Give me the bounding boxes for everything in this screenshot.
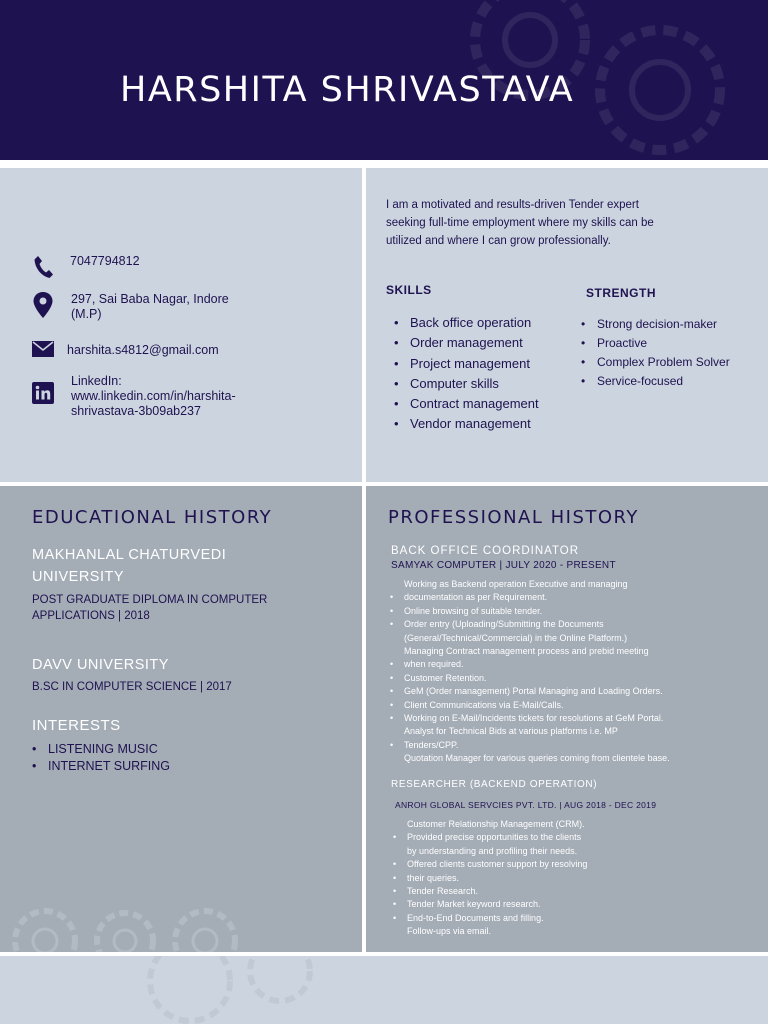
list-item: by understanding and profiling their needs.: [407, 845, 578, 856]
candidate-name: HARSHITA SHRIVASTAVA: [120, 70, 575, 110]
list-item: • INTERNET SURFING: [32, 758, 170, 775]
address-line-2: (M.P): [71, 307, 102, 321]
phone-number[interactable]: 7047794812: [70, 254, 140, 268]
linkedin-icon: [30, 380, 56, 406]
list-item: • Service-focused: [581, 372, 730, 391]
footer-strip: [0, 956, 768, 1024]
skills-heading: SKILLS: [386, 283, 432, 297]
list-item: Working as Backend operation Executive and managing: [404, 579, 628, 589]
mail-icon: [30, 336, 56, 362]
list-item: • Vendor management: [394, 414, 539, 434]
header-banner: [0, 0, 768, 160]
list-item: Analyst for Technical Bids at various platforms i.e. MP: [404, 726, 618, 737]
list-item: • Order entry (Uploading/Submitting the Documents: [390, 618, 762, 631]
phone-icon: [30, 254, 56, 280]
list-item: (General/Technical/Commercial) in the Online Platform.): [404, 632, 628, 643]
list-item: • Provided precise opportunities to the clients: [393, 831, 765, 844]
objective-summary: I am a motivated and results-driven Tender expert seeking full-time employment where my skills can be utilized and where I can grow professionally.: [386, 199, 654, 247]
contact-phone: [30, 254, 350, 280]
list-item: • when required.: [390, 658, 762, 671]
list-item: • Contract management: [394, 394, 539, 414]
list-item: • GeM (Order management) Portal Managing and Loading Orders.: [390, 685, 762, 698]
job-1-title: BACK OFFICE COORDINATOR: [391, 545, 580, 557]
list-item: • Proactive: [581, 334, 730, 353]
list-item: • Online browsing of suitable tender.: [390, 605, 762, 618]
list-item: • Back office operation: [394, 313, 539, 333]
linkedin-url-line-2[interactable]: shrivastava-3b09ab237: [71, 404, 201, 418]
list-item: Follow-ups via email.: [407, 926, 492, 937]
list-item: • Project management: [394, 354, 539, 374]
list-item: • Customer Retention.: [390, 672, 762, 685]
list-item: • Offered clients customer support by resolving: [393, 858, 765, 871]
location-pin-icon: [30, 292, 56, 318]
linkedin-url-line-1[interactable]: www.linkedin.com/in/harshita-: [71, 389, 236, 403]
job-1-duties: [390, 578, 762, 766]
job-2-duties: [393, 818, 765, 939]
list-item: • Complex Problem Solver: [581, 353, 730, 372]
list-item: • Working on E-Mail/Incidents tickets for resolutions at GeM Portal.: [390, 712, 762, 725]
list-item: Customer Relationship Management (CRM).: [407, 819, 585, 829]
linkedin-label: LinkedIn:: [71, 374, 122, 388]
list-item: Managing Contract management process and prebid meeting: [404, 646, 649, 657]
university-1: MAKHANLAL CHATURVEDI UNIVERSITY: [32, 547, 227, 585]
contact-email: [30, 336, 350, 362]
list-item: • Order management: [394, 333, 539, 353]
list-item: • Computer skills: [394, 374, 539, 394]
contact-address: [30, 292, 350, 322]
summary-panel: [366, 168, 768, 482]
list-item: • documentation as per Requirement.: [390, 591, 762, 604]
list-item: • their queries.: [393, 872, 765, 885]
email-address[interactable]: harshita.s4812@gmail.com: [67, 343, 219, 357]
skills-list: [394, 313, 539, 435]
degree-1: POST GRADUATE DIPLOMA IN COMPUTER APPLICATIONS | 2018: [32, 594, 268, 622]
list-item: • End-to-End Documents and filling.: [393, 912, 765, 925]
job-1-meta: SAMYAK COMPUTER | JULY 2020 - PRESENT: [391, 560, 616, 571]
professional-panel: [366, 486, 768, 952]
gear-pattern-decoration: [0, 901, 290, 952]
address-line-1: 297, Sai Baba Nagar, Indore: [71, 292, 229, 306]
university-2: DAVV UNIVERSITY: [32, 657, 169, 673]
education-heading: EDUCATIONAL HISTORY: [32, 507, 273, 528]
interests-list: [32, 741, 170, 775]
professional-heading: PROFESSIONAL HISTORY: [388, 507, 639, 528]
degree-2: B.SC IN COMPUTER SCIENCE | 2017: [32, 681, 232, 693]
gear-pattern-decoration: [130, 956, 330, 1024]
list-item: Quotation Manager for various queries coming from clientele base.: [404, 753, 670, 764]
contact-panel: [0, 168, 362, 482]
list-item: • Client Communications via E-Mail/Calls.: [390, 699, 762, 712]
strength-heading: STRENGTH: [586, 286, 656, 300]
strength-list: [581, 315, 730, 391]
list-item: • LISTENING MUSIC: [32, 741, 170, 758]
interests-heading: INTERESTS: [32, 717, 121, 734]
list-item: • Tender Market keyword research.: [393, 898, 765, 911]
list-item: • Tender Research.: [393, 885, 765, 898]
job-2-title: RESEARCHER (BACKEND OPERATION): [391, 779, 598, 790]
contact-linkedin: [30, 374, 350, 419]
job-2-meta: ANROH GLOBAL SERVCIES PVT. LTD. | AUG 2018 - DEC 2019: [395, 800, 657, 810]
list-item: • Tenders/CPP.: [390, 739, 762, 752]
list-item: • Strong decision-maker: [581, 315, 730, 334]
education-panel: [0, 486, 362, 952]
